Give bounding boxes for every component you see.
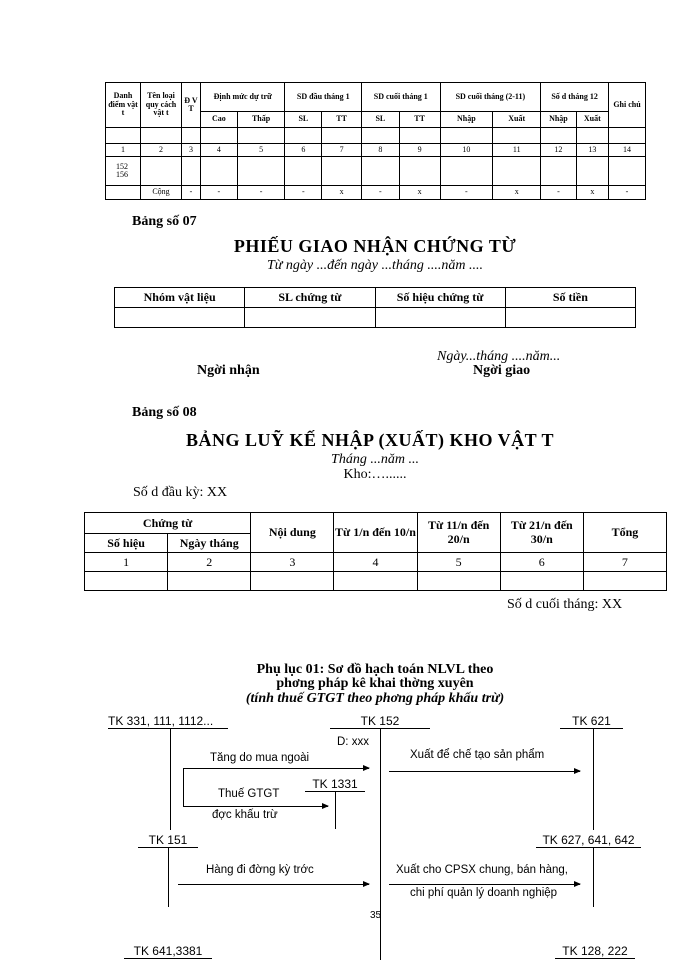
total-cell: - xyxy=(201,186,238,200)
col-header-ten-loai: Tên loại quy cách vật t xyxy=(141,83,182,128)
giver-label: Ngời giao xyxy=(473,363,531,378)
sub-header: Thấp xyxy=(237,112,285,128)
sub-header: Xuất xyxy=(576,112,608,128)
col-number: 13 xyxy=(576,144,608,157)
col-header-sd-dau-thang: SD đầu tháng 1 xyxy=(285,83,362,112)
col-number: 12 xyxy=(541,144,576,157)
col-header-ngay-thang: Ngày tháng xyxy=(168,534,251,553)
col-header: Số hiệu chứng từ xyxy=(375,288,505,308)
account-code: 156 xyxy=(116,170,128,179)
account-tk128: TK 128, 222 xyxy=(555,944,635,959)
total-cell: - xyxy=(237,186,285,200)
col-header: SL chứng từ xyxy=(245,288,375,308)
col-number: 4 xyxy=(334,553,417,572)
closing-balance: Số d cuối tháng: XX xyxy=(507,597,623,612)
col-number: 10 xyxy=(440,144,493,157)
col-number: 11 xyxy=(493,144,541,157)
appendix-title-line2: phơng pháp kê khai thờng xuyên xyxy=(276,676,474,691)
bang07-date-line: Ngày...tháng ....năm... xyxy=(437,349,561,364)
page-number: 35 xyxy=(370,910,382,921)
sub-header: Cao xyxy=(201,112,238,128)
col-number: 2 xyxy=(141,144,182,157)
goods-in-transit-label: Hàng đi đờng kỳ trớc xyxy=(206,864,314,876)
account-tk627: TK 627, 641, 642 xyxy=(536,833,641,848)
bang07-subtitle: Từ ngày ...đến ngày ...tháng ....năm .... xyxy=(266,258,484,273)
bang08-month-line: Tháng ...năm ... xyxy=(331,452,419,467)
debit-label: D: xxx xyxy=(337,736,369,748)
account-tk641: TK 641,3381 xyxy=(124,944,212,959)
bang07-label: Bảng số 07 xyxy=(132,214,197,229)
total-cell: - xyxy=(440,186,493,200)
total-cell: - xyxy=(182,186,201,200)
tk621-vertical xyxy=(593,728,594,830)
total-cell: x xyxy=(399,186,440,200)
tk151-vertical xyxy=(168,847,169,907)
sub-header: Nhập xyxy=(541,112,576,128)
sub-header: TT xyxy=(322,112,362,128)
account-tk331: TK 331, 111, 1112... xyxy=(108,714,228,729)
col-number: 5 xyxy=(237,144,285,157)
total-cell: x xyxy=(493,186,541,200)
account-tk1331: TK 1331 xyxy=(305,777,365,792)
bang08-label: Bảng số 08 xyxy=(132,405,197,420)
col-header-tu-1: Từ 1/n đến 10/n xyxy=(334,513,417,553)
col-number: 1 xyxy=(85,553,168,572)
sub-header: Xuất xyxy=(493,112,541,128)
col-header-chung-tu: Chứng từ xyxy=(85,513,251,534)
col-header-so-hieu: Số hiệu xyxy=(85,534,168,553)
purchase-arrow xyxy=(183,768,369,769)
col-number: 2 xyxy=(168,553,251,572)
opening-balance: Số d đầu kỳ: XX xyxy=(133,485,228,500)
bang08-title: BẢNG LUỸ KẾ NHẬP (XUẤT) KHO VẬT T xyxy=(185,430,555,450)
receiver-label: Ngời nhận xyxy=(197,363,260,378)
col-number: 8 xyxy=(362,144,400,157)
sub-header: SL xyxy=(285,112,322,128)
vat-arrow xyxy=(183,806,328,807)
col-number: 4 xyxy=(201,144,238,157)
col-header-sd-cuoi-thang-2-11: SD cuối tháng (2-11) xyxy=(440,83,541,112)
col-header-ghi-chu: Ghi chú xyxy=(609,83,646,128)
col-header-sd-cuoi-thang1: SD cuối tháng 1 xyxy=(362,83,440,112)
tk627-vertical xyxy=(593,847,594,907)
tk152-vertical xyxy=(380,728,381,960)
appendix-title-line1: Phụ lục 01: Sơ đồ hạch toán NLVL theo xyxy=(256,662,494,677)
appendix-subtitle: (tính thuế GTGT theo phơng pháp khấu trừ) xyxy=(245,691,505,706)
tk1331-vertical xyxy=(335,791,336,829)
account-tk621: TK 621 xyxy=(560,714,623,729)
col-header-danh-diem: Danh điểm vật t xyxy=(106,83,141,128)
total-cell: - xyxy=(541,186,576,200)
col-number: 9 xyxy=(399,144,440,157)
account-tk151: TK 151 xyxy=(138,833,198,848)
export-general-arrow xyxy=(389,884,580,885)
bang07-title: PHIẾU GIAO NHẬN CHỨNG TỪ xyxy=(233,236,517,256)
col-number: 3 xyxy=(182,144,201,157)
purchase-branch xyxy=(183,768,184,806)
vat-label: Thuế GTGT xyxy=(218,788,280,800)
sub-header: TT xyxy=(399,112,440,128)
col-header-dvt: Đ V T xyxy=(182,83,201,128)
col-number: 3 xyxy=(251,553,334,572)
col-header-tong: Tổng xyxy=(583,513,666,553)
account-code: 152 xyxy=(116,161,128,171)
sub-header: SL xyxy=(362,112,400,128)
tk331-vertical xyxy=(170,728,171,830)
export-production-arrow xyxy=(389,771,580,772)
account-codes-cell xyxy=(106,157,141,186)
col-header: Nhóm vật liệu xyxy=(115,288,245,308)
export-production-label: Xuất để chế tạo sản phẩm xyxy=(410,749,545,761)
col-header-tu-21: Từ 21/n đến 30/n xyxy=(500,513,583,553)
col-header-so-du-thang12: Số d tháng 12 xyxy=(541,83,609,112)
deductible-label: đợc khấu trừ xyxy=(212,809,278,821)
col-number: 7 xyxy=(322,144,362,157)
col-number: 6 xyxy=(500,553,583,572)
col-header-noi-dung: Nội dung xyxy=(251,513,334,553)
total-cell: - xyxy=(285,186,322,200)
goods-in-transit-arrow xyxy=(178,884,369,885)
export-general-label: Xuất cho CPSX chung, bán hàng, xyxy=(396,864,568,876)
total-cell: - xyxy=(609,186,646,200)
account-tk152: TK 152 xyxy=(330,714,430,729)
col-number: 1 xyxy=(106,144,141,157)
bang08-table xyxy=(84,512,667,591)
purchase-label: Tăng do mua ngoài xyxy=(210,752,310,764)
total-cell: x xyxy=(576,186,608,200)
col-header-dinh-muc: Định mức dự trữ xyxy=(201,83,285,112)
inventory-summary-table xyxy=(105,82,646,200)
total-cell: - xyxy=(362,186,400,200)
col-number: 6 xyxy=(285,144,322,157)
total-label: Cộng xyxy=(141,186,182,200)
col-header-tu-11: Từ 11/n đến 20/n xyxy=(417,513,500,553)
col-number: 7 xyxy=(583,553,666,572)
bang08-kho-line: Kho:…...... xyxy=(343,467,407,482)
bang07-table xyxy=(114,287,636,328)
col-number: 5 xyxy=(417,553,500,572)
col-number: 14 xyxy=(609,144,646,157)
col-header: Số tiền xyxy=(505,288,635,308)
sub-header: Nhập xyxy=(440,112,493,128)
total-cell: x xyxy=(322,186,362,200)
admin-expense-label: chi phí quản lý doanh nghiệp xyxy=(410,887,558,899)
